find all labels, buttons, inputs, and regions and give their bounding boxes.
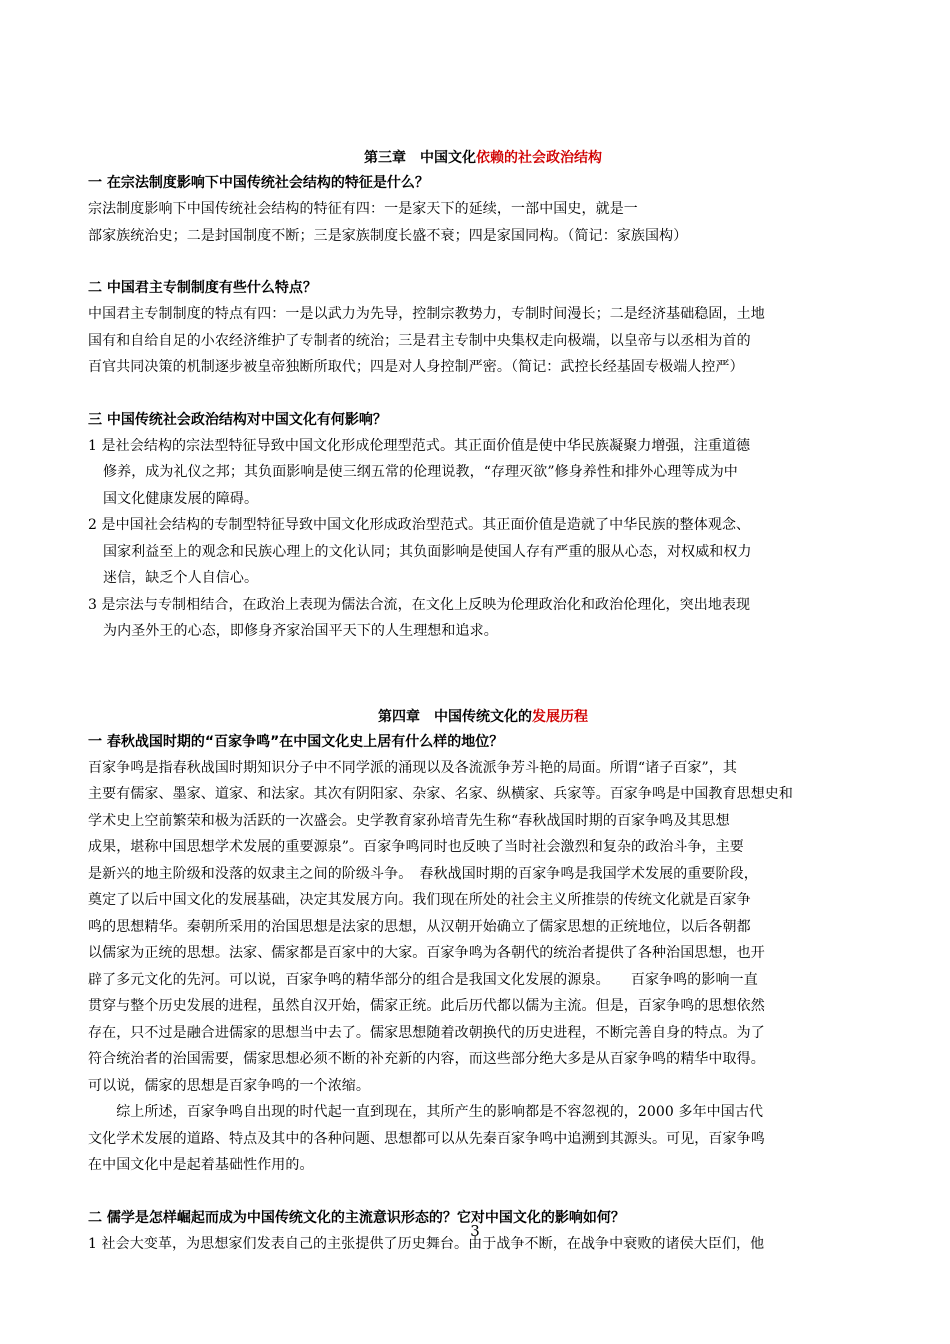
page-number: 3: [470, 1222, 480, 1240]
list-item-line: 为内圣外王的心态，即修身齐家治国平天下的人生理想和追求。: [103, 623, 498, 639]
question-heading: 一 春秋战国时期的“百家争鸣”在中国文化史上居有什么样的地位？: [88, 733, 504, 750]
chapter-3-title-highlight: 依赖的社会政治结构: [476, 150, 602, 166]
paragraph-line: 主要有儒家、墨家、道家、和法家。其次有阴阳家、杂家、名家、纵横家、兵家等。百家争鸣是中国教育思想史和: [88, 786, 793, 802]
question-heading: 三 中国传统社会政治结构对中国文化有何影响？: [88, 411, 387, 428]
paragraph-line: 百官共同决策的机制逐步被皇帝独断所取代；四是对人身控制严密。（简记：武控长经基固专极端人控严）: [88, 359, 744, 375]
chapter-4-title-highlight: 发展历程: [532, 708, 588, 725]
paragraph-line: 学术史上空前繁荣和极为活跃的一次盛会。史学教育家孙培青先生称“春秋战国时期的百家争鸣及其思想: [88, 812, 730, 829]
chapter-3-title: [88, 146, 878, 170]
document-page: [88, 146, 878, 1257]
paragraph-line: 存在，只不过是融合进儒家的思想当中去了。儒家思想随着改朝换代的历史进程，不断完善自身的特点。为了: [88, 1024, 765, 1041]
list-item-line: 国家利益至上的观念和民族心理上的文化认同；其负面影响是使国人存有严重的服从心态，对权威和权力: [103, 543, 752, 560]
paragraph-line: 成果，堪称中国思想学术发展的重要源泉”。百家争鸣同时也反映了当时社会激烈和复杂的政治斗争，主要: [88, 839, 744, 855]
chapter-4-title: [88, 705, 878, 729]
paragraph-line: 文化学术发展的道路、特点及其中的各种问题、思想都可以从先秦百家争鸣中追溯到其源头。可见，百家争鸣: [88, 1130, 765, 1147]
question-heading: 一 在宗法制度影响下中国传统社会结构的特征是什么？: [88, 175, 429, 191]
question-heading: 二 中国君主专制制度有些什么特点？: [88, 280, 317, 296]
paragraph-line: 国有和自给自足的小农经济维护了专制者的统治；三是君主专制中央集权走向极端，以皇帝与以丞相为首的: [88, 332, 751, 349]
paragraph-line: 是新兴的地主阶级和没落的奴隶主之间的阶级斗争。 春秋战国时期的百家争鸣是我国学术发展的重要阶段，: [88, 865, 758, 882]
list-item-line: 2 是中国社会结构的专制型特征导致中国文化形成政治型范式。其正面价值是造就了中华民族的整体观念、: [88, 517, 751, 533]
paragraph-line: 奠定了以后中国文化的发展基础，决定其发展方向。我们现在所处的社会主义所推崇的传统文化就是百家争: [88, 892, 751, 908]
paragraph-line: 百家争鸣是指春秋战国时期知识分子中不同学派的涌现以及各流派争芳斗艳的局面。所谓“诸子百家”，其: [88, 759, 738, 776]
paragraph-line: 综上所述，百家争鸣自出现的时代起一直到现在，其所产生的影响都是不容忽视的，2000 多年中国古代: [88, 1104, 764, 1120]
paragraph-line: 宗法制度影响下中国传统社会结构的特征有四：一是家天下的延续，一部中国史，就是一: [88, 201, 638, 217]
list-item-line: 国文化健康发展的障碍。: [103, 490, 259, 507]
paragraph-line: 符合统治者的治国需要，儒家思想必须不断的补充新的内容，而这些部分绝大多是从百家争鸣的精华中取得。: [88, 1051, 765, 1067]
question-heading: 二 儒学是怎样崛起而成为中国传统文化的主流意识形态的？它对中国文化的影响如何？: [88, 1209, 625, 1226]
list-item-line: 修养，成为礼仪之邦；其负面影响是使三纲五常的伦理说教，“存理灭欲”修身养性和排外心理等成为中: [103, 464, 738, 480]
paragraph-line: 可以说，儒家的思想是百家争鸣的一个浓缩。: [88, 1077, 370, 1094]
paragraph-line: 部家族统治史；二是封国制度不断；三是家族制度长盛不衰；四是家国同构。（简记：家族国构）: [88, 227, 688, 244]
paragraph-line: 以儒家为正统的思想。法家、儒家都是百家中的大家。百家争鸣为各朝代的统治者提供了各种治国思想，也开: [88, 945, 765, 961]
paragraph-line: 辟了多元文化的先河。可以说，百家争鸣的精华部分的组合是我国文化发展的源泉。 百家争鸣的影响一直: [88, 971, 758, 988]
paragraph-line: 中国君主专制制度的特点有四：一是以武力为先导，控制宗教势力，专制时间漫长；二是经济基础稳固，土地: [88, 306, 765, 322]
list-item-line: 3 是宗法与专制相结合，在政治上表现为儒法合流，在文化上反映为伦理政治化和政治伦理化，突出地表现: [88, 596, 751, 613]
chapter-4-title-main: 第四章 中国传统文化的: [378, 708, 532, 725]
paragraph-line: 贯穿与整个历史发展的进程，虽然自汉开始，儒家正统。此后历代都以儒为主流。但是，百家争鸣的思想依然: [88, 998, 765, 1014]
list-item-line: 1 社会大变革，为思想家们发表自己的主张提供了历史舞台。由于战争不断，在战争中衰败的诸侯大臣们，他: [88, 1235, 765, 1252]
list-item-line: 1 是社会结构的宗法型特征导致中国文化形成伦理型范式。其正面价值是使中华民族凝聚力增强，注重道德: [88, 437, 751, 454]
paragraph-line: 鸣的思想精华。秦朝所采用的治国思想是法家的思想，从汉朝开始确立了儒家思想的正统地位，以后各朝都: [88, 918, 751, 935]
chapter-3-title-main: 第三章 中国文化: [364, 150, 476, 166]
list-item-line: 迷信，缺乏个人自信心。: [103, 570, 259, 586]
paragraph-line: 在中国文化中是起着基础性作用的。: [88, 1157, 314, 1173]
